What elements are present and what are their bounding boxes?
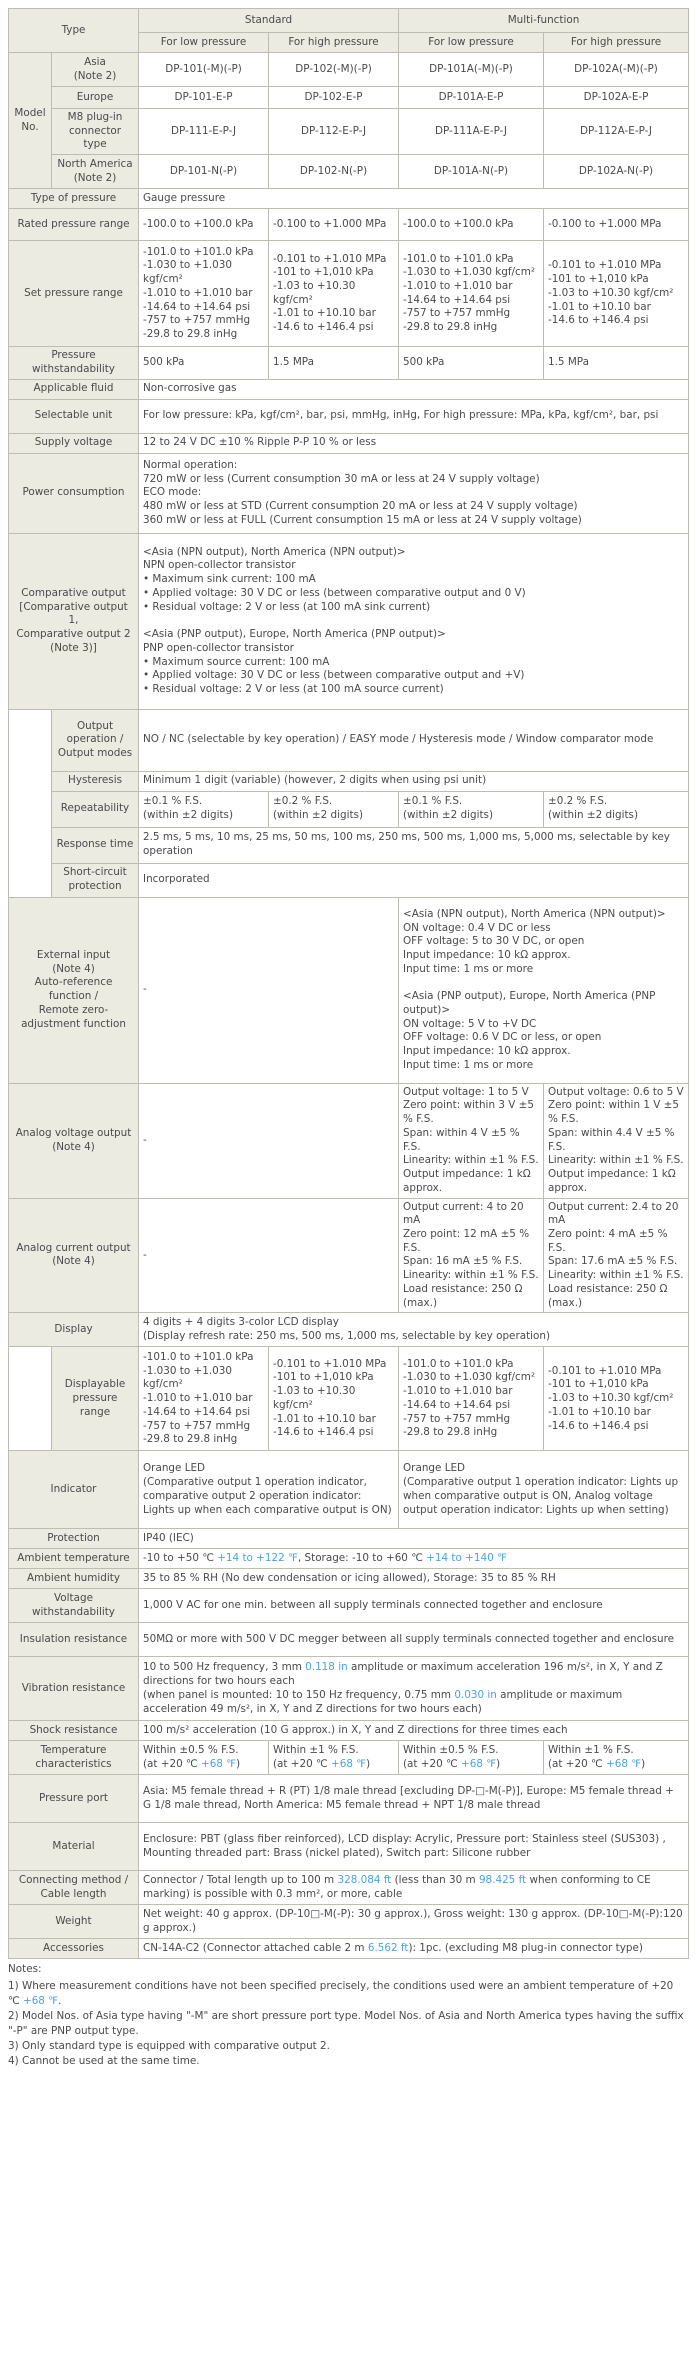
row-indicator bbox=[9, 1451, 689, 1529]
note-2: 2) Model Nos. of Asia type having "-M" are short pressure port type. Model Nos. of Asia and North America types having the suffix "-P" are PNP output type. bbox=[8, 2009, 684, 2037]
row-dash: - bbox=[139, 897, 399, 1083]
row-cell: -0.101 to +1.010 MPa -101 to +1,010 kPa -1.03 to +10.30 kgf/cm² -1.01 to +10.10 bar -14.6 to +146.4 psi bbox=[544, 241, 689, 347]
row-label: Power consumption bbox=[9, 453, 139, 533]
group-spacer bbox=[9, 1347, 52, 1451]
row-cell: -100.0 to +100.0 kPa bbox=[399, 209, 544, 241]
row-label: Output operation / Output modes bbox=[52, 709, 139, 771]
imperial-value: +68 ℉ bbox=[461, 1757, 497, 1770]
model-cell: DP-102A-N(-P) bbox=[544, 155, 689, 189]
row-label: Display bbox=[9, 1313, 139, 1347]
imperial-value: +68 ℉ bbox=[331, 1757, 367, 1770]
row-value: 1,000 V AC for one min. between all supply terminals connected together and enclosure bbox=[139, 1589, 689, 1623]
row-cell: -100.0 to +100.0 kPa bbox=[139, 209, 269, 241]
row-cell bbox=[399, 1741, 544, 1775]
model-cell: DP-101-N(-P) bbox=[139, 155, 269, 189]
model-cell: DP-111-E-P-J bbox=[139, 109, 269, 155]
note-3: 3) Only standard type is equipped with comparative output 2. bbox=[8, 2039, 330, 2052]
row-type-of-pressure bbox=[9, 189, 689, 209]
row-label: Short-circuit protection bbox=[52, 863, 139, 897]
model-region: North America (Note 2) bbox=[52, 155, 139, 189]
row-cell bbox=[269, 1741, 399, 1775]
row-material bbox=[9, 1823, 689, 1871]
row-cell bbox=[544, 1741, 689, 1775]
row-displayable-range bbox=[9, 1347, 689, 1451]
row-pressure-port bbox=[9, 1775, 689, 1823]
model-cell: DP-102(-M)(-P) bbox=[269, 53, 399, 87]
row-label: Pressure port bbox=[9, 1775, 139, 1823]
header-multi-high: For high pressure bbox=[544, 33, 689, 53]
row-selectable-unit bbox=[9, 399, 689, 433]
row-cell: ±0.1 % F.S. (within ±2 digits) bbox=[399, 791, 544, 827]
row-label: Pressure withstandability bbox=[9, 347, 139, 379]
text-segment: 1) Where measurement conditions have not been specified precisely, the conditions used were an ambient temperature of +20 ℃ bbox=[8, 1979, 674, 2007]
row-value: NO / NC (selectable by key operation) / EASY mode / Hysteresis mode / Window comparator mode bbox=[139, 709, 689, 771]
text-segment: , Storage: -10 to +60 ℃ bbox=[297, 1552, 427, 1565]
row-cell: -0.101 to +1.010 MPa -101 to +1,010 kPa -1.03 to +10.30 kgf/cm² -1.01 to +10.10 bar -14.6 to +146.4 psi bbox=[269, 241, 399, 347]
text-segment: CN-14A-C2 (Connector attached cable 2 m bbox=[143, 1942, 368, 1955]
row-short-circuit bbox=[9, 863, 689, 897]
row-label: Set pressure range bbox=[9, 241, 139, 347]
row-shock-resistance bbox=[9, 1721, 689, 1741]
group-spacer bbox=[9, 709, 52, 897]
row-cell: -0.101 to +1.010 MPa -101 to +1,010 kPa -1.03 to +10.30 kgf/cm² -1.01 to +10.10 bar -14.6 to +146.4 psi bbox=[544, 1347, 689, 1451]
model-row-asia bbox=[9, 53, 689, 87]
row-label: Response time bbox=[52, 827, 139, 863]
text-segment: Within ±1 % F.S. (at +20 ℃ bbox=[548, 1744, 634, 1770]
row-cell: Output voltage: 1 to 5 V Zero point: within 3 V ±5 % F.S. Span: within 4 V ±5 % F.S. Linearity: within ±1 % F.S. Output impedance: 1 kΩ approx. bbox=[399, 1083, 544, 1198]
imperial-value: +68 ℉ bbox=[606, 1757, 642, 1770]
row-cell: ±0.2 % F.S. (within ±2 digits) bbox=[544, 791, 689, 827]
row-voltage-withstandability bbox=[9, 1589, 689, 1623]
row-connecting-method bbox=[9, 1871, 689, 1905]
text-segment: Within ±0.5 % F.S. (at +20 ℃ bbox=[403, 1744, 499, 1770]
row-value: Incorporated bbox=[139, 863, 689, 897]
row-cell: Output voltage: 0.6 to 5 V Zero point: within 1 V ±5 % F.S. Span: within 4.4 V ±5 % F.S. Linearity: within ±1 % F.S. Output impedance: 1 kΩ approx. bbox=[544, 1083, 689, 1198]
row-cell: 1.5 MPa bbox=[544, 347, 689, 379]
row-cell: Orange LED (Comparative output 1 operation indicator, comparative output 2 operation indicator: Lights up when each comparative output is ON) bbox=[139, 1451, 399, 1529]
row-label: Material bbox=[9, 1823, 139, 1871]
row-value: 50MΩ or more with 500 V DC megger between all supply terminals connected together and enclosure bbox=[139, 1623, 689, 1657]
model-cell: DP-102A(-M)(-P) bbox=[544, 53, 689, 87]
text-segment: ) bbox=[496, 1757, 501, 1770]
row-label: Insulation resistance bbox=[9, 1623, 139, 1657]
row-set-pressure bbox=[9, 241, 689, 347]
row-label: Accessories bbox=[9, 1939, 139, 1959]
row-comparative-output bbox=[9, 533, 689, 709]
row-value: Normal operation: 720 mW or less (Current consumption 30 mA or less at 24 V supply voltage) ECO mode: 480 mW or less at STD (Current consumption 20 mA or less at 24 V supply voltage) 360 mW or less at FULL (Current consumption 15 mA or less at 24 V supply voltage) bbox=[139, 453, 689, 533]
header-standard: Standard bbox=[139, 9, 399, 33]
row-value: For low pressure: kPa, kgf/cm², bar, psi, mmHg, inHg, For high pressure: MPa, kPa, kgf/cm², bar, psi bbox=[139, 399, 689, 433]
row-cell: -0.100 to +1.000 MPa bbox=[269, 209, 399, 241]
row-rated-pressure bbox=[9, 209, 689, 241]
model-cell: DP-111A-E-P-J bbox=[399, 109, 544, 155]
row-value: <Asia (NPN output), North America (NPN output)> ON voltage: 0.4 V DC or less OFF voltage: 5 to 30 V DC, or open Input impedance: 10 kΩ approx. Input time: 1 ms or more <Asia (PNP output), Europe, North America (PNP output)> ON voltage: 5 V to +V DC OFF voltage: 0.6 V DC or less, or open Input impedance: 10 kΩ approx. Input time: 1 ms or more bbox=[399, 897, 689, 1083]
imperial-value: +68 ℉ bbox=[22, 1994, 59, 2007]
imperial-value: 6.562 ft bbox=[367, 1942, 409, 1955]
row-label: Analog voltage output (Note 4) bbox=[9, 1083, 139, 1198]
row-value bbox=[139, 1549, 689, 1569]
row-pressure-withstandability bbox=[9, 347, 689, 379]
row-cell: 1.5 MPa bbox=[269, 347, 399, 379]
text-segment: Within ±1 % F.S. (at +20 ℃ bbox=[273, 1744, 359, 1770]
text-segment: ) bbox=[641, 1757, 646, 1770]
text-segment: 10 to 500 Hz frequency, 3 mm bbox=[143, 1661, 306, 1674]
row-label: Ambient humidity bbox=[9, 1569, 139, 1589]
text-segment: amplitude or maximum acceleration 196 m/s², in X, Y and Z directions for two hours each (when panel is mounted: 10 to 150 Hz frequency, 0.75 mm bbox=[143, 1661, 663, 1701]
row-label: Ambient temperature bbox=[9, 1549, 139, 1569]
row-ambient-humidity bbox=[9, 1569, 689, 1589]
imperial-value: 0.030 in bbox=[454, 1688, 497, 1701]
model-row-north-america bbox=[9, 155, 689, 189]
text-segment: Connector / Total length up to 100 m bbox=[143, 1874, 338, 1887]
row-value: Non-corrosive gas bbox=[139, 379, 689, 399]
row-cell: 500 kPa bbox=[139, 347, 269, 379]
note-4: 4) Cannot be used at the same time. bbox=[8, 2054, 200, 2067]
imperial-value: 328.084 ft bbox=[337, 1874, 392, 1887]
row-vibration-resistance bbox=[9, 1657, 689, 1721]
row-label: Hysteresis bbox=[52, 771, 139, 791]
row-value bbox=[139, 1657, 689, 1721]
row-protection bbox=[9, 1529, 689, 1549]
row-ambient-temperature bbox=[9, 1549, 689, 1569]
text-segment: . bbox=[58, 1994, 62, 2007]
model-cell: DP-112-E-P-J bbox=[269, 109, 399, 155]
text-segment: amplitude or maximum acceleration 49 m/s², in X, Y and Z directions for two hours each) bbox=[143, 1688, 623, 1715]
row-label: External input (Note 4) Auto-reference function / Remote zero-adjustment function bbox=[9, 897, 139, 1083]
row-label: Rated pressure range bbox=[9, 209, 139, 241]
row-weight bbox=[9, 1905, 689, 1939]
imperial-value: +14 to +122 ℉ bbox=[217, 1552, 298, 1565]
model-cell: DP-101-E-P bbox=[139, 87, 269, 109]
header-type: Type bbox=[9, 9, 139, 53]
row-label: Analog current output (Note 4) bbox=[9, 1198, 139, 1313]
note-1 bbox=[8, 1979, 688, 2009]
row-external-input bbox=[9, 897, 689, 1083]
row-supply-voltage bbox=[9, 433, 689, 453]
row-applicable-fluid bbox=[9, 379, 689, 399]
row-label: Selectable unit bbox=[9, 399, 139, 433]
model-cell: DP-102-N(-P) bbox=[269, 155, 399, 189]
header-std-low: For low pressure bbox=[139, 33, 269, 53]
model-cell: DP-102A-E-P bbox=[544, 87, 689, 109]
row-value: Net weight: 40 g approx. (DP-10□-M(-P): 30 g approx.), Gross weight: 130 g approx. (DP-10□-M(-P):120 g approx.) bbox=[139, 1905, 689, 1939]
row-cell: -0.100 to +1.000 MPa bbox=[544, 209, 689, 241]
text-segment: ) bbox=[236, 1757, 241, 1770]
row-repeatability bbox=[9, 791, 689, 827]
row-value: Gauge pressure bbox=[139, 189, 689, 209]
row-cell: -101.0 to +101.0 kPa -1.030 to +1.030 kgf/cm² -1.010 to +1.010 bar -14.64 to +14.64 psi -757 to +757 mmHg -29.8 to 29.8 inHg bbox=[399, 241, 544, 347]
row-value: Minimum 1 digit (variable) (however, 2 digits when using psi unit) bbox=[139, 771, 689, 791]
model-cell: DP-101A(-M)(-P) bbox=[399, 53, 544, 87]
row-label: Protection bbox=[9, 1529, 139, 1549]
row-cell: -0.101 to +1.010 MPa -101 to +1,010 kPa -1.03 to +10.30 kgf/cm² -1.01 to +10.10 bar -14.6 to +146.4 psi bbox=[269, 1347, 399, 1451]
row-power-consumption bbox=[9, 453, 689, 533]
row-cell bbox=[139, 1741, 269, 1775]
row-value: <Asia (NPN output), North America (NPN output)> NPN open-collector transistor • Maximum sink current: 100 mA • Applied voltage: 30 V DC or less (between comparative output and 0 V) • Residual voltage: 2 V or less (at 100 mA sink current) <Asia (PNP output), Europe, North America (PNP output)> PNP open-collector transistor • Maximum source current: 100 mA • Applied voltage: 30 V DC or less (between comparative output and +V) • Residual voltage: 2 V or less (at 100 mA source current) bbox=[139, 533, 689, 709]
row-value: 2.5 ms, 5 ms, 10 ms, 25 ms, 50 ms, 100 ms, 250 ms, 500 ms, 1,000 ms, 5,000 ms, selectable by key operation bbox=[139, 827, 689, 863]
model-region: M8 plug-in connector type bbox=[52, 109, 139, 155]
row-response-time bbox=[9, 827, 689, 863]
row-label: Applicable fluid bbox=[9, 379, 139, 399]
row-value: 100 m/s² acceleration (10 G approx.) in X, Y and Z directions for three times each bbox=[139, 1721, 689, 1741]
text-segment: -10 to +50 ℃ bbox=[143, 1552, 218, 1565]
row-display bbox=[9, 1313, 689, 1347]
row-value: IP40 (IEC) bbox=[139, 1529, 689, 1549]
row-label: Temperature characteristics bbox=[9, 1741, 139, 1775]
row-dash: - bbox=[139, 1198, 399, 1313]
header-multi-function: Multi-function bbox=[399, 9, 689, 33]
row-value: Enclosure: PBT (glass fiber reinforced), LCD display: Acrylic, Pressure port: Stainless steel (SUS303) , Mounting threaded part: Brass (nickel plated), Switch part: Silicone rubber bbox=[139, 1823, 689, 1871]
row-value bbox=[139, 1939, 689, 1959]
model-row-europe bbox=[9, 87, 689, 109]
row-value: Asia: M5 female thread + R (PT) 1/8 male thread [excluding DP-□-M(-P)], Europe: M5 female thread + G 1/8 male thread, North America: M5 female thread + NPT 1/8 male thread bbox=[139, 1775, 689, 1823]
row-cell: -101.0 to +101.0 kPa -1.030 to +1.030 kgf/cm² -1.010 to +1.010 bar -14.64 to +14.64 psi -757 to +757 mmHg -29.8 to 29.8 inHg bbox=[139, 241, 269, 347]
row-value: 35 to 85 % RH (No dew condensation or icing allowed), Storage: 35 to 85 % RH bbox=[139, 1569, 689, 1589]
text-segment: ): 1pc. (excluding M8 plug-in connector type) bbox=[408, 1942, 643, 1955]
row-cell: ±0.2 % F.S. (within ±2 digits) bbox=[269, 791, 399, 827]
imperial-value: 98.425 ft bbox=[478, 1874, 527, 1887]
row-accessories bbox=[9, 1939, 689, 1959]
model-region: Europe bbox=[52, 87, 139, 109]
row-analog-current bbox=[9, 1198, 689, 1313]
row-label: Displayable pressure range bbox=[52, 1347, 139, 1451]
row-label: Weight bbox=[9, 1905, 139, 1939]
row-label: Indicator bbox=[9, 1451, 139, 1529]
row-temperature-characteristics bbox=[9, 1741, 689, 1775]
row-label: Connecting method / Cable length bbox=[9, 1871, 139, 1905]
specifications-table bbox=[8, 8, 689, 1959]
row-analog-voltage bbox=[9, 1083, 689, 1198]
row-label: Type of pressure bbox=[9, 189, 139, 209]
row-cell: -101.0 to +101.0 kPa -1.030 to +1.030 kgf/cm² -1.010 to +1.010 bar -14.64 to +14.64 psi -757 to +757 mmHg -29.8 to 29.8 inHg bbox=[399, 1347, 544, 1451]
row-label: Repeatability bbox=[52, 791, 139, 827]
text-segment: (less than 30 m bbox=[391, 1874, 479, 1887]
text-segment: Within ±0.5 % F.S. (at +20 ℃ bbox=[143, 1744, 239, 1770]
imperial-value: 0.118 in bbox=[305, 1661, 348, 1674]
spec-sheet bbox=[8, 8, 688, 2069]
row-label: Shock resistance bbox=[9, 1721, 139, 1741]
notes-heading: Notes: bbox=[8, 1963, 42, 1976]
row-label: Supply voltage bbox=[9, 433, 139, 453]
model-cell: DP-101A-E-P bbox=[399, 87, 544, 109]
header-multi-low: For low pressure bbox=[399, 33, 544, 53]
row-cell: Output current: 4 to 20 mA Zero point: 12 mA ±5 % F.S. Span: 16 mA ±5 % F.S. Linearity: within ±1 % F.S. Load resistance: 250 Ω (max.) bbox=[399, 1198, 544, 1313]
header-std-high: For high pressure bbox=[269, 33, 399, 53]
row-dash: - bbox=[139, 1083, 399, 1198]
row-label: Comparative output [Comparative output 1, Comparative output 2 (Note 3)] bbox=[9, 533, 139, 709]
row-cell: ±0.1 % F.S. (within ±2 digits) bbox=[139, 791, 269, 827]
row-cell: -101.0 to +101.0 kPa -1.030 to +1.030 kgf/cm² -1.010 to +1.010 bar -14.64 to +14.64 psi -757 to +757 mmHg -29.8 to 29.8 inHg bbox=[139, 1347, 269, 1451]
imperial-value: +68 ℉ bbox=[201, 1757, 237, 1770]
row-value: 4 digits + 4 digits 3-color LCD display (Display refresh rate: 250 ms, 500 ms, 1,000 ms, selectable by key operation) bbox=[139, 1313, 689, 1347]
row-label: Voltage withstandability bbox=[9, 1589, 139, 1623]
row-hysteresis bbox=[9, 771, 689, 791]
imperial-value: +14 to +140 ℉ bbox=[426, 1552, 507, 1565]
row-cell: Orange LED (Comparative output 1 operation indicator: Lights up when comparative output is ON, Analog voltage output operation indicator: Lights up when setting) bbox=[399, 1451, 689, 1529]
model-cell: DP-112A-E-P-J bbox=[544, 109, 689, 155]
model-cell: DP-102-E-P bbox=[269, 87, 399, 109]
model-cell: DP-101(-M)(-P) bbox=[139, 53, 269, 87]
text-segment: ) bbox=[366, 1757, 371, 1770]
notes-section bbox=[8, 1962, 688, 2069]
model-region: Asia (Note 2) bbox=[52, 53, 139, 87]
model-no-label: Model No. bbox=[9, 53, 52, 189]
model-cell: DP-101A-N(-P) bbox=[399, 155, 544, 189]
text-segment: when conforming to CE marking) is possible with 0.3 mm², or more, cable bbox=[143, 1874, 651, 1900]
model-row-m8 bbox=[9, 109, 689, 155]
row-value: 12 to 24 V DC ±10 % Ripple P-P 10 % or less bbox=[139, 433, 689, 453]
row-insulation-resistance bbox=[9, 1623, 689, 1657]
row-cell: 500 kPa bbox=[399, 347, 544, 379]
row-cell: Output current: 2.4 to 20 mA Zero point: 4 mA ±5 % F.S. Span: 17.6 mA ±5 % F.S. Linearity: within ±1 % F.S. Load resistance: 250 Ω (max.) bbox=[544, 1198, 689, 1313]
row-output-modes bbox=[9, 709, 689, 771]
row-value bbox=[139, 1871, 689, 1905]
row-label: Vibration resistance bbox=[9, 1657, 139, 1721]
